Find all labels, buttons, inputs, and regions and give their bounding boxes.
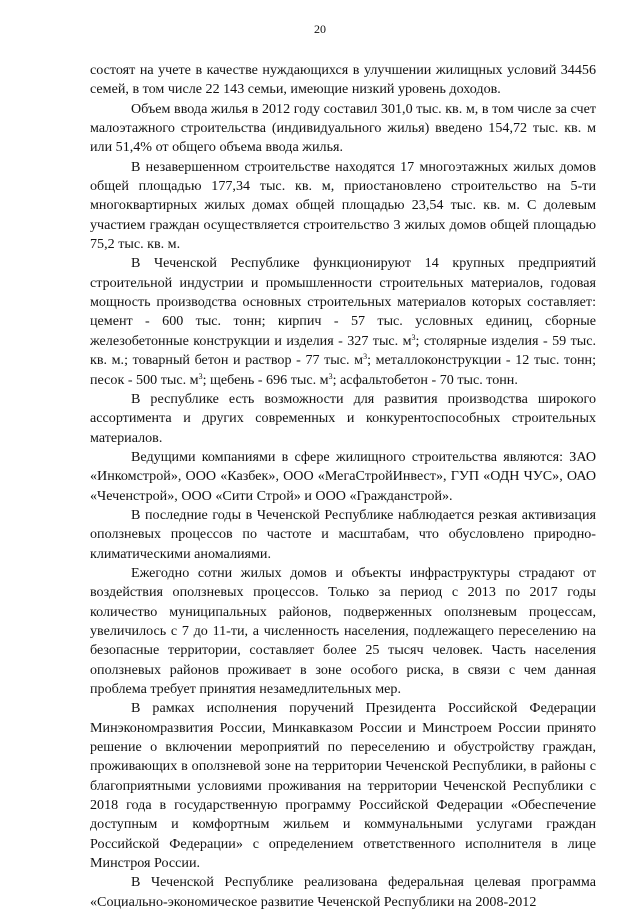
superscript-3: 3 — [328, 371, 333, 381]
paragraph: В Чеченской Республике реализована федеральная целевая программа «Социально-экономическое развитие Чеченской Республики на 2008-2012 — [90, 874, 596, 910]
superscript-3: 3 — [198, 371, 203, 381]
paragraph: В незавершенном строительстве находятся 17 многоэтажных жилых домов общей площадью 177,34 тыс. кв. м, приостановлено строительство на 5-ти многоквартирных жилых домах общей площадью 23,54 тыс. кв. м. С долевым участием граждан осуществляется строительство 3 жилых домов общей площадью 75,2 тыс. кв. м. — [90, 158, 596, 253]
paragraph: состоят на учете в качестве нуждающихся в улучшении жилищных условий 34456 семей, в том числе 22 143 семьи, имеющие низкий уровень доходов. — [90, 62, 596, 98]
document-body — [90, 61, 596, 912]
page-number: 20 — [314, 22, 326, 36]
paragraph: Ведущими компаниями в сфере жилищного строительства являются: ЗАО «Инкомстрой», ООО «Казбек», ООО «МегаСтройИнвест», ГУП «ОДН ЧУС», ОАО «Чеченстрой», ООО «Сити Строй» и ООО «Гражданстрой». — [90, 448, 596, 504]
paragraph: Ежегодно сотни жилых домов и объекты инфраструктуры страдают от воздействия оползневых процессов. Только за период с 2013 по 2017 годы количество муниципальных районов, подверженных оползневым процессам, увеличилось с 7 до 11-ти, а численность населения, подлежащего переселению на безопасные территории, составляет более 25 тысяч человек. Часть населения оползневых районов проживает в зоне особого риска, в связи с чем данная проблема требует принятия незамедлительных мер. — [90, 564, 596, 697]
superscript-3: 3 — [411, 332, 416, 342]
paragraph: Объем ввода жилья в 2012 году составил 301,0 тыс. кв. м, в том числе за счет малоэтажного строительства (индивидуального жилья) введено 154,72 тыс. кв. м или 51,4% от общего объема ввода жилья. — [90, 100, 596, 156]
superscript-3: 3 — [363, 352, 368, 362]
paragraph: В последние годы в Чеченской Республике наблюдается резкая активизация оползневых процессов по частоте и масштабам, что обусловлено природно-климатическими аномалиями. — [90, 506, 596, 562]
paragraph: В рамках исполнения поручений Президента Российской Федерации Минэкономразвития России, Минкавказом России и Минстроем России принято решение о включении мероприятий по переселению и обустройству граждан, проживающих в оползневой зоне на территории Чеченской Республики, в районы с благоприятными условиями проживания на территории Чеченской Республики с 2018 года в государственную программу Российской Федерации «Обеспечение доступным и комфортным жильем и коммунальными услугами граждан Российской Федерации» с определением ответственного исполнителя в лице Минстроя России. — [90, 700, 596, 872]
paragraph: В республике есть возможности для развития производства широкого ассортимента и других современных и конкурентоспособных строительных материалов. — [90, 390, 596, 446]
paragraph: В Чеченской Республике функционируют 14 крупных предприятий строительной индустрии и промышленности строительных материалов, годовая мощность производства основных строительных материалов которых составляет: цемент - 600 тыс. тонн; кирпич - 57 тыс. условных единиц, сборные железобетонные конструкции и изделия - 327 тыс. $м^3$; столярные изделия - 59 тыс. кв. м.; товарный бетон и раствор - 77 тыс. $м^3$; металлоконструкции - 12 тыс. тонн; песок - 500 тыс. $м^3$; щебень - 696 тыс. $м^3$; асфальтобетон - 70 тыс. тонн. — [90, 255, 596, 388]
